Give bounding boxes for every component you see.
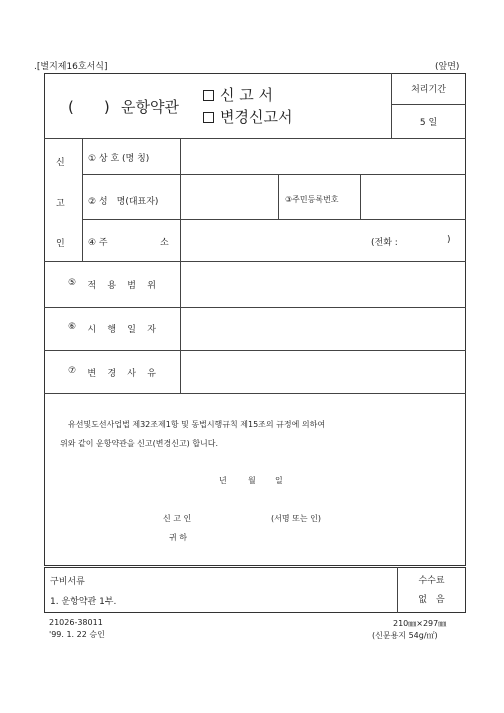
scope-field[interactable] xyxy=(181,262,465,307)
attachments-label: 구비서류 xyxy=(50,577,85,587)
name-label: ② 성 명(대표자) xyxy=(88,197,159,207)
option-report-label: 신 고 서 xyxy=(220,86,274,104)
approval-date: '99. 1. 22 승인 xyxy=(49,630,105,639)
checkbox-change[interactable] xyxy=(203,112,214,123)
page-side-label: (앞면) xyxy=(435,62,460,72)
effective-date-label-char: 시 xyxy=(87,325,97,335)
scope-label-char: 범 xyxy=(127,281,136,291)
divider xyxy=(278,174,279,219)
name-field[interactable] xyxy=(181,175,278,219)
trade-name-label: ① 상 호 (명 칭) xyxy=(88,154,150,164)
option-report xyxy=(203,84,273,105)
change-reason-label-char: 유 xyxy=(147,369,156,379)
divider xyxy=(82,138,83,261)
checkbox-report[interactable] xyxy=(203,90,214,101)
title-subject: 운항약관 xyxy=(121,98,179,116)
applicant-label-1: 신 xyxy=(56,158,65,168)
effective-date-field[interactable] xyxy=(181,308,465,350)
applicant-label-2: 고 xyxy=(56,199,65,209)
effective-date-label-char: 일 xyxy=(127,325,136,335)
scope-label-char: 용 xyxy=(107,281,117,291)
effective-date-label-char: 자 xyxy=(147,325,156,335)
fee-label: 수수료 xyxy=(418,575,445,586)
form-number: .[별지제16호서식] xyxy=(34,62,108,72)
reporter-label: 신 고 인 xyxy=(163,514,192,523)
fee-value: 없 음 xyxy=(418,594,445,605)
applicant-label-3: 인 xyxy=(56,239,65,249)
resident-number-label: ③주민등록번호 xyxy=(285,195,339,204)
change-reason-label-char: 경 xyxy=(107,369,117,379)
title-paren-blank: ( ) xyxy=(68,98,110,116)
date-day: 일 xyxy=(275,476,283,485)
paper-type: (신문용지 54g/㎡) xyxy=(372,631,438,640)
trade-name-field[interactable] xyxy=(181,139,465,174)
effective-date-label-num: ⑥ xyxy=(68,322,77,332)
statement-line-1: 유선및도선사업법 제32조제1항 및 동법시행규칙 제15조의 규정에 의하여 xyxy=(68,420,326,429)
effective-date-label xyxy=(68,322,156,335)
address-label-suffix: 소 xyxy=(160,238,169,248)
statement-line-2: 위와 같이 운항약관을 신고(변경신고) 합니다. xyxy=(60,439,219,448)
change-reason-field[interactable] xyxy=(181,351,465,393)
processing-period-value: 5 일 xyxy=(419,117,438,128)
attachments-item: 1. 운항약관 1부. xyxy=(50,597,117,607)
phone-label: (전화 : xyxy=(371,238,398,248)
addressee-label: 귀 하 xyxy=(169,533,187,542)
option-change xyxy=(203,106,292,127)
form-code: 21026-38011 xyxy=(49,618,103,627)
scope-label-char: 적 xyxy=(87,281,97,291)
effective-date-label-char: 행 xyxy=(107,325,117,335)
option-change-label: 변경신고서 xyxy=(220,108,293,126)
change-reason-label-char: 사 xyxy=(127,369,136,379)
date-month: 월 xyxy=(248,476,256,485)
change-reason-label-num: ⑦ xyxy=(68,366,77,376)
change-reason-label-char: 변 xyxy=(87,369,97,379)
processing-period-label: 처리기간 xyxy=(411,85,446,95)
address-label: ④ 주 xyxy=(88,238,108,248)
date-year: 년 xyxy=(219,476,227,485)
change-reason-label xyxy=(68,366,156,379)
resident-number-field[interactable] xyxy=(361,175,465,219)
reporter-field[interactable] xyxy=(210,508,268,524)
scope-label-char: 위 xyxy=(147,281,156,291)
signature-hint: (서명 또는 인) xyxy=(271,514,321,523)
paper-size: 210㎜×297㎜ xyxy=(393,619,447,628)
divider xyxy=(44,393,466,394)
phone-close: ) xyxy=(447,235,451,245)
scope-label-num: ⑤ xyxy=(68,278,77,288)
scope-label xyxy=(68,278,156,291)
address-field[interactable] xyxy=(181,220,361,261)
